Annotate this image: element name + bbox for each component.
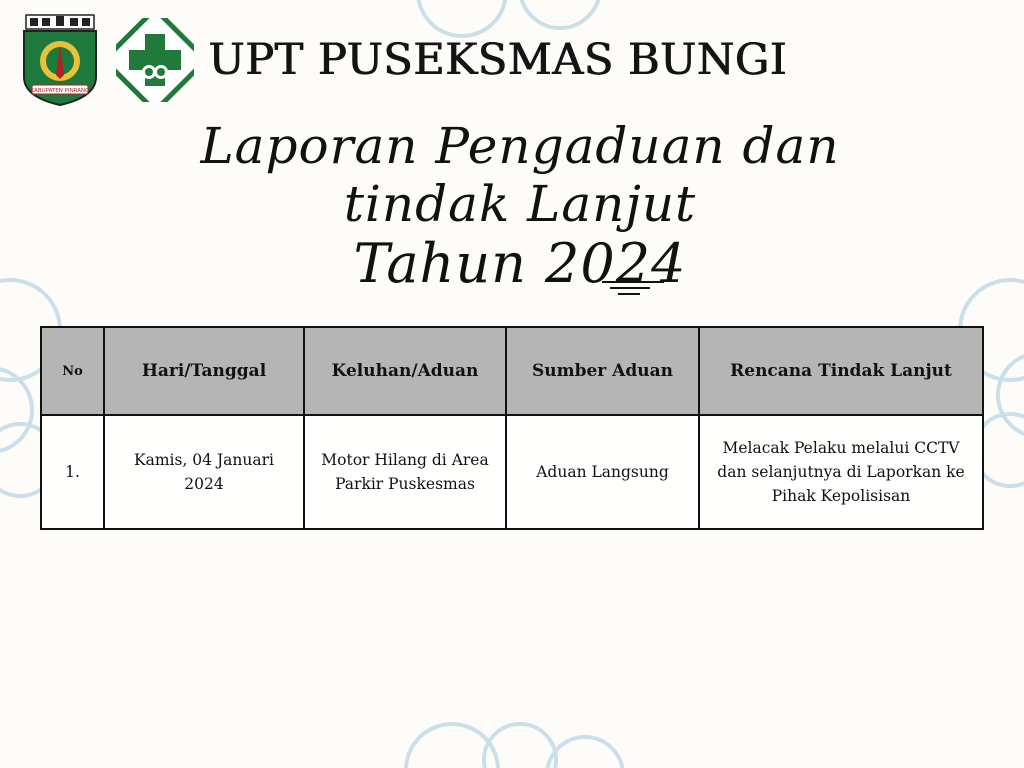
page-header [18,12,787,108]
table-row [41,415,983,529]
cell-date: Kamis, 04 Januari 2024 [104,415,304,529]
header-complaint: Keluhan/Aduan [304,327,506,415]
complaint-report-table [40,326,984,530]
health-cross-logo-icon [116,18,194,102]
table-header-row [41,327,983,415]
title-line-2: Tahun 2024 [353,232,687,295]
header-no: No [41,327,104,415]
header-source: Sumber Aduan [506,327,699,415]
report-title [140,118,900,295]
title-underline-decoration [600,278,680,298]
cell-source: Aduan Langsung [506,415,699,529]
cell-complaint: Motor Hilang di Area Parkir Puskesmas [304,415,506,529]
cell-no: 1. [41,415,104,529]
emblem-text: KABUPATEN PINRANG [30,88,90,94]
organization-name: UPT PUSEKSMAS BUNGI [208,35,787,85]
header-followup: Rencana Tindak Lanjut [699,327,983,415]
cell-followup: Melacak Pelaku melalui CCTV dan selanjutnya di Laporkan ke Pihak Kepolisisan [699,415,983,529]
regency-emblem-icon [18,13,102,107]
title-line-1: Laporan Pengaduan dan tindak Lanjut [200,117,840,233]
header-date: Hari/Tanggal [104,327,304,415]
